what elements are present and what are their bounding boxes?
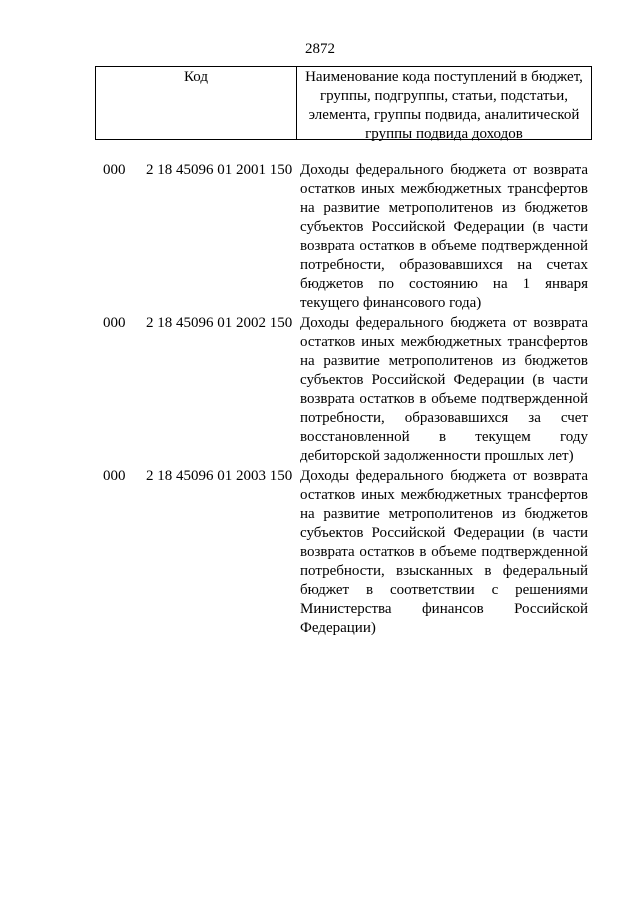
row-income-code: 2 18 45096 01 2003 150: [146, 468, 293, 484]
table-row: [0, 314, 640, 466]
header-code: Код: [96, 67, 297, 139]
row-admin-code: 000: [103, 315, 126, 331]
table-header: [95, 66, 592, 140]
description-line: Доходы федерального бюджета от возврата: [300, 468, 588, 484]
table-body: [0, 161, 640, 638]
description-line: субъектов Российской Федерации (в части: [300, 219, 588, 235]
description-line: возврата остатков в объеме подтвержденной: [300, 391, 588, 407]
description-line: Министерства финансов Российской: [300, 601, 588, 617]
description-line: потребности, образовавшихся на счетах: [300, 257, 588, 273]
description-line: субъектов Российской Федерации (в части: [300, 372, 588, 388]
row-description: [300, 161, 588, 313]
row-income-code: 2 18 45096 01 2001 150: [146, 162, 293, 178]
page-number: 2872: [305, 41, 335, 57]
description-line: возврата остатков в объеме подтвержденной: [300, 238, 588, 254]
description-line: потребности, образовавшихся за счет: [300, 410, 588, 426]
description-line: на развитие метрополитенов из бюджетов: [300, 200, 588, 216]
description-line: на развитие метрополитенов из бюджетов: [300, 353, 588, 369]
description-line: Федерации): [300, 620, 376, 636]
header-name: Наименование кода поступлений в бюджет, группы, подгруппы, статьи, подстатьи, элемента, группы подвида, аналитической группы подвида доходов: [305, 69, 583, 142]
description-line: остатков иных межбюджетных трансфертов: [300, 181, 588, 197]
description-line: Доходы федерального бюджета от возврата: [300, 315, 588, 331]
description-line: дебиторской задолженности прошлых лет): [300, 448, 574, 464]
row-description: [300, 314, 588, 466]
row-income-code: 2 18 45096 01 2002 150: [146, 315, 293, 331]
table-row: [0, 467, 640, 638]
description-line: текущего финансового года): [300, 295, 482, 311]
row-admin-code: 000: [103, 468, 126, 484]
description-line: бюджет в соответствии с решениями: [300, 582, 588, 598]
description-line: остатков иных межбюджетных трансфертов: [300, 487, 588, 503]
row-description: [300, 467, 588, 638]
table-row: [0, 161, 640, 313]
description-line: Доходы федерального бюджета от возврата: [300, 162, 588, 178]
description-line: субъектов Российской Федерации (в части: [300, 525, 588, 541]
description-line: остатков иных межбюджетных трансфертов: [300, 334, 588, 350]
description-line: восстановленной в текущем году: [300, 429, 588, 445]
row-admin-code: 000: [103, 162, 126, 178]
description-line: потребности, взысканных в федеральный: [300, 563, 588, 579]
description-line: возврата остатков в объеме подтвержденной: [300, 544, 588, 560]
description-line: на развитие метрополитенов из бюджетов: [300, 506, 588, 522]
description-line: бюджетов по состоянию на 1 января: [300, 276, 588, 292]
